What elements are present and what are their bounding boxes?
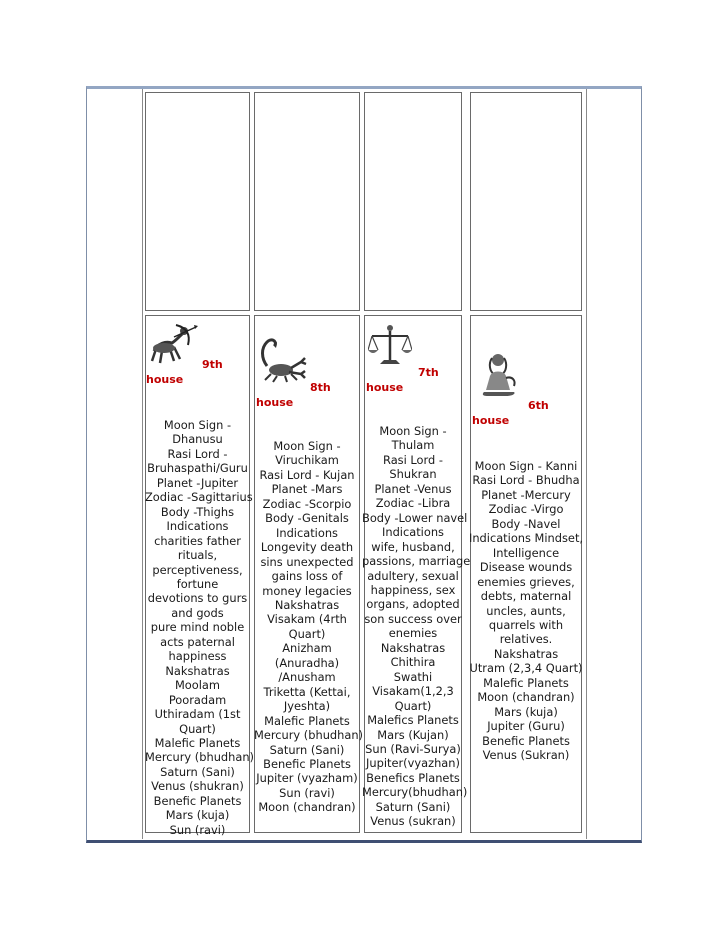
detail-line: Anizham — [282, 641, 332, 656]
detail-line: Benefic Planets — [153, 793, 242, 808]
detail-line: and gods — [171, 605, 224, 620]
detail-line: perceptiveness, — [152, 562, 243, 577]
house-details-7th — [362, 424, 471, 829]
detail-line: Rasi Lord - — [167, 446, 228, 461]
detail-line: Jyeshta) — [283, 699, 331, 714]
detail-line: Quart) — [179, 721, 216, 736]
detail-line: Zodiac -Virgo — [488, 502, 564, 517]
detail-line: organs, adopted — [366, 597, 460, 612]
empty-cell-top-3 — [364, 92, 462, 311]
detail-line: Rasi Lord - Kujan — [259, 467, 355, 482]
detail-line: Mercury (bhudhan) — [254, 728, 364, 743]
detail-line: Mars (Kujan) — [377, 727, 449, 742]
detail-line: Intelligence — [492, 545, 560, 560]
detail-line: Mars (kuja) — [494, 704, 558, 719]
house-number-6th: 6th — [528, 399, 549, 412]
detail-line: Zodiac -Scorpio — [262, 496, 352, 511]
detail-line: Moon (chandran) — [258, 800, 356, 815]
libra-scales-icon — [368, 322, 412, 368]
detail-line: Moon Sign - — [163, 418, 232, 432]
detail-line: acts paternal — [160, 634, 235, 649]
detail-line: uncles, aunts, — [486, 603, 566, 618]
detail-line: fortune — [176, 576, 219, 591]
detail-line: Sun (ravi) — [169, 822, 226, 837]
detail-line: pure mind noble — [150, 620, 245, 635]
detail-line: son success over — [364, 611, 462, 626]
detail-line: Nakshatras — [165, 663, 230, 678]
detail-line: Venus (Sukran) — [482, 748, 570, 763]
detail-line: Sun (Ravi-Surya) — [365, 741, 461, 756]
grid-line-left — [142, 89, 143, 839]
detail-line: Quart) — [288, 626, 326, 641]
detail-line: Nakshatras — [493, 646, 559, 661]
detail-line: wife, husband, — [371, 539, 455, 554]
detail-line: Mercury(bhudhan) — [362, 785, 468, 800]
detail-line: Moon Sign - — [379, 424, 447, 438]
house-number-8th: 8th — [310, 381, 331, 394]
detail-line: Body -Navel — [491, 516, 561, 531]
grid-line-right — [586, 89, 587, 839]
detail-line: Chithira — [390, 655, 436, 670]
house-details-8th — [254, 439, 364, 815]
detail-line: Planet -Venus — [374, 481, 452, 496]
detail-line: gains loss of — [271, 569, 343, 584]
detail-line: Venus (sukran) — [370, 814, 456, 829]
detail-line: Planet -Jupiter — [156, 475, 239, 490]
detail-line: Benefic Planets — [482, 733, 570, 748]
house-number-9th: 9th — [202, 358, 223, 371]
empty-cell-top-1 — [145, 92, 250, 311]
detail-line: Malefic Planets — [264, 713, 350, 728]
detail-line: Planet -Mars — [271, 482, 343, 497]
detail-line: Visakam (4rth — [267, 612, 347, 627]
detail-line: Utram (2,3,4 Quart) — [469, 661, 583, 676]
detail-line: Disease wounds — [479, 560, 573, 575]
detail-line: passions, marriage — [362, 554, 471, 569]
detail-line: Shukran — [389, 467, 437, 482]
detail-line: Benefics Planets — [366, 770, 460, 785]
virgo-maiden-icon — [476, 350, 524, 398]
detail-line: Body -Lower navel — [362, 510, 468, 525]
detail-line: happiness — [168, 649, 227, 664]
detail-line: Malefic Planets — [483, 675, 569, 690]
detail-line: Saturn (Sani) — [269, 742, 345, 757]
detail-line: debts, maternal — [480, 589, 572, 604]
detail-line: Body -Thighs — [160, 504, 235, 519]
detail-line: enemies grieves, — [477, 574, 575, 589]
detail-line: Nakshatras — [380, 640, 446, 655]
detail-line: Moolam — [174, 678, 220, 693]
detail-line: devotions to gurs — [147, 591, 248, 606]
detail-line: Indications — [166, 519, 229, 534]
detail-line: Triketta (Kettai, — [263, 684, 351, 699]
detail-line: /Anusham — [278, 670, 336, 685]
detail-line: Zodiac -Sagittarius — [145, 490, 253, 505]
house-number-7th: 7th — [418, 366, 439, 379]
detail-line: Moon (chandran) — [477, 690, 575, 705]
house-label-6th: house — [472, 414, 510, 427]
detail-line: Moon Sign - Kanni — [474, 459, 578, 473]
detail-line: Uthiradam (1st — [154, 707, 241, 722]
house-details-9th — [145, 418, 255, 837]
detail-line: Indications — [382, 525, 444, 540]
detail-line: Venus (shukran) — [151, 779, 244, 794]
detail-line: Body -Genitals — [265, 511, 349, 526]
detail-line: Rasi Lord - Bhudha — [472, 473, 580, 488]
detail-line: Indications Mindset, — [468, 531, 584, 546]
detail-line: Nakshatras — [274, 597, 340, 612]
scorpio-scorpion-icon — [257, 336, 309, 384]
detail-line: Jupiter (vyazham) — [256, 771, 358, 786]
detail-line: Planet -Mercury — [481, 487, 571, 502]
detail-line: Visakam(1,2,3 — [372, 684, 454, 699]
detail-line: Jupiter (Guru) — [487, 719, 565, 734]
detail-line: Saturn (Sani) — [160, 764, 235, 779]
detail-line: adultery, sexual — [367, 568, 459, 583]
detail-line: Quart) — [394, 698, 432, 713]
detail-line: money legacies — [262, 583, 352, 598]
detail-line: charities father — [154, 533, 241, 548]
detail-line: Thulam — [391, 438, 435, 453]
detail-line: Zodiac -Libra — [375, 496, 451, 511]
house-details-6th — [468, 459, 584, 763]
detail-line: Indications — [276, 525, 338, 540]
empty-cell-top-2 — [254, 92, 360, 311]
detail-line: Longevity death — [260, 540, 354, 555]
detail-line: Viruchikam — [275, 453, 339, 468]
detail-line: Malefics Planets — [367, 713, 459, 728]
detail-line: Pooradam — [168, 692, 227, 707]
detail-line: Mercury (bhudhan) — [145, 750, 255, 765]
house-label-8th: house — [256, 396, 294, 409]
detail-line: Rasi Lord - — [383, 452, 443, 467]
house-label-7th: house — [366, 381, 404, 394]
detail-line: Bruhaspathi/Guru — [147, 461, 248, 476]
house-label-9th: house — [146, 373, 184, 386]
detail-line: (Anuradha) — [274, 655, 340, 670]
detail-line: Jupiter(vyazhan) — [366, 756, 460, 771]
detail-line: Saturn (Sani) — [375, 799, 451, 814]
sagittarius-archer-icon — [148, 321, 202, 367]
detail-line: Sun (ravi) — [279, 785, 335, 800]
empty-cell-top-4 — [470, 92, 582, 311]
detail-line: Swathi — [393, 669, 433, 684]
detail-line: Mars (kuja) — [165, 808, 230, 823]
detail-line: enemies — [388, 626, 438, 641]
detail-line: relatives. — [499, 632, 553, 647]
detail-line: Benefic Planets — [263, 756, 351, 771]
detail-line: Moon Sign - — [273, 439, 341, 453]
detail-line: sins unexpected — [260, 554, 354, 569]
detail-line: quarrels with — [488, 617, 564, 632]
detail-line: Dhanusu — [172, 432, 223, 447]
detail-line: Malefic Planets — [154, 735, 241, 750]
detail-line: rituals, — [177, 548, 218, 563]
detail-line: happiness, sex — [370, 582, 456, 597]
